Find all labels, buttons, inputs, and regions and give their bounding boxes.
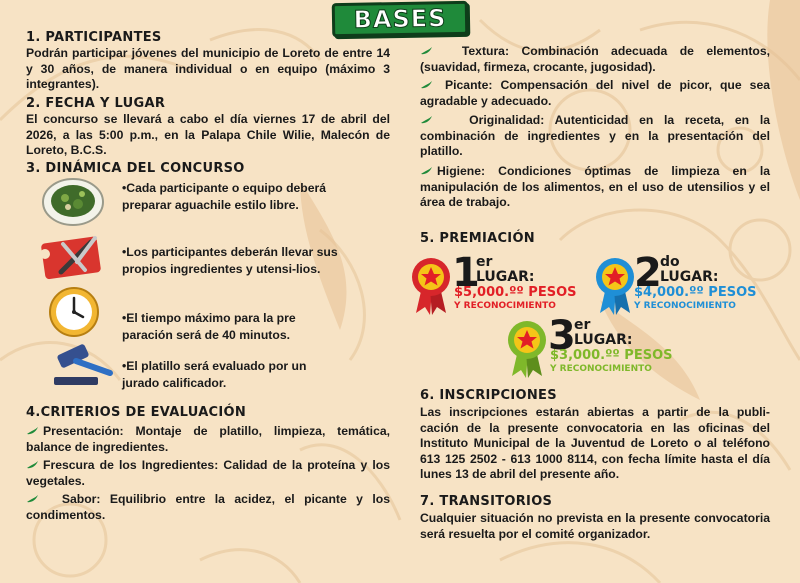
prize-first (410, 250, 588, 315)
criterion-textura (420, 44, 770, 75)
prize-second (594, 250, 774, 315)
criterion-sabor (26, 492, 390, 523)
pepper-bullet-icon (420, 166, 433, 176)
prize-second-sup: do (660, 254, 680, 270)
rosette-blue-icon (594, 257, 636, 315)
section-fecha-heading: 2. FECHA Y LUGAR (26, 96, 166, 111)
criterion-label: Textura: (461, 44, 510, 58)
prize-third-number: 3 (548, 313, 576, 359)
prize-second-amount: $4,000.ºº PESOS (634, 285, 757, 300)
prize-third-place: LUGAR: (574, 332, 633, 348)
prize-second-place: LUGAR: (660, 269, 719, 285)
section-inscripciones-heading: 6. INSCRIPCIONES (420, 388, 557, 403)
title-badge (332, 1, 469, 37)
prize-second-extra: Y RECONOCIMIENTO (634, 301, 736, 311)
prize-first-amount: $5,000.ºº PESOS (454, 285, 577, 300)
clock-icon (48, 286, 100, 338)
pepper-bullet-icon (420, 80, 433, 90)
criterion-label: Presentación: (43, 424, 124, 438)
section-fecha-text: El concurso se llevará a cabo el día viernes 17 de abril del 2026, a las 5:00 p.m., en la Palapa Chile Wilie, Malecón de Loreto, B.C.S. (26, 112, 390, 158)
criterion-label: Picante: (445, 78, 493, 92)
criterion-label: Sabor: (61, 492, 101, 506)
prize-first-number: 1 (452, 250, 480, 296)
section-transitorios-text: Cualquier situación no prevista en la presente convocatoria será resuelta por el comité organizador. (420, 511, 770, 541)
pepper-bullet-icon (26, 426, 39, 436)
aguachile-bowl-icon (40, 176, 106, 228)
prize-third-sup: er (574, 317, 591, 333)
criterion-originalidad (420, 113, 770, 160)
rosette-red-icon (410, 257, 452, 315)
criterion-text: Calidad de la proteína y los vegetales. (26, 458, 390, 488)
criterion-presentacion (26, 424, 390, 455)
criterion-text: Autenticidad en la receta, en la combinación de ingredientes y en la presentación del platillo. (420, 113, 771, 159)
pepper-bullet-icon (26, 494, 39, 504)
criterion-higiene (420, 164, 770, 211)
prize-first-extra: Y RECONOCIMIENTO (454, 301, 556, 311)
criterion-text: Combinación adecuada de elementos, (suavidad, firmeza, crocante, jugosidad). (420, 44, 771, 74)
prize-first-sup: er (476, 254, 493, 270)
criterion-picante (420, 78, 770, 109)
prize-third-extra: Y RECONOCIMIENTO (550, 364, 652, 374)
section-premiacion-heading: 5. PREMIACIÓN (420, 231, 535, 246)
criterion-label: Originalidad: (469, 113, 545, 127)
pepper-bullet-icon (420, 46, 433, 56)
criterion-text: Equilibrio entre la acidez, el picante y los condimentos. (26, 492, 390, 522)
gavel-icon (48, 343, 116, 389)
dinamica-item-2: •Los participantes deberán llevar sus propios ingredientes y utensi-lios. (122, 245, 338, 276)
criterion-label: Higiene: (437, 164, 486, 178)
knife-cutting-board-icon (33, 232, 107, 282)
section-criterios-heading: 4.CRITERIOS DE EVALUACIÓN (26, 405, 247, 420)
section-inscripciones-text: Las inscripciones estarán abiertas a partir de la publi-cación de la presente convocatoria en las oficinas del Instituto Municipal de la Juventud de Loreto o al teléfono 613 125 2502 - 613 1000 8114, con fecha límite hasta el día lunes 13 de abril del presente año. (420, 405, 770, 482)
prize-third (506, 313, 686, 378)
section-participantes-heading: 1. PARTICIPANTES (26, 30, 162, 45)
criterion-label: Frescura de los Ingredientes: (43, 458, 219, 472)
prize-second-number: 2 (634, 250, 662, 296)
criterion-frescura (26, 458, 390, 489)
dinamica-item-4: •El platillo será evaluado por un jurado calificador. (122, 359, 307, 390)
prize-third-amount: $3,000.ºº PESOS (550, 348, 673, 363)
page-title: BASES (353, 4, 447, 34)
dinamica-item-1: •Cada participante o equipo deberá preparar aguachile estilo libre. (122, 181, 327, 212)
section-dinamica-heading: 3. DINÁMICA DEL CONCURSO (26, 161, 245, 176)
pepper-bullet-icon (420, 115, 433, 125)
criterion-text: Montaje de platillo, limpieza, temática, balance de ingredientes. (26, 424, 391, 454)
section-transitorios-heading: 7. TRANSITORIOS (420, 494, 553, 509)
rosette-green-icon (506, 320, 548, 378)
criterion-text: Compensación del nivel de picor, que sea agradable y adecuado. (420, 78, 770, 108)
section-participantes-text: Podrán participar jóvenes del municipio de Loreto de entre 14 y 30 años, de manera individual o en equipo (máximo 3 integrantes). (26, 46, 390, 92)
criterion-text: Condiciones óptimas de limpieza en la manipulación de los alimentos, en el uso de utensilios y el área de trabajo. (420, 164, 770, 210)
pepper-bullet-icon (26, 460, 39, 470)
dinamica-item-3: •El tiempo máximo para la pre paración será de 40 minutos. (122, 311, 296, 342)
prize-first-place: LUGAR: (476, 269, 535, 285)
